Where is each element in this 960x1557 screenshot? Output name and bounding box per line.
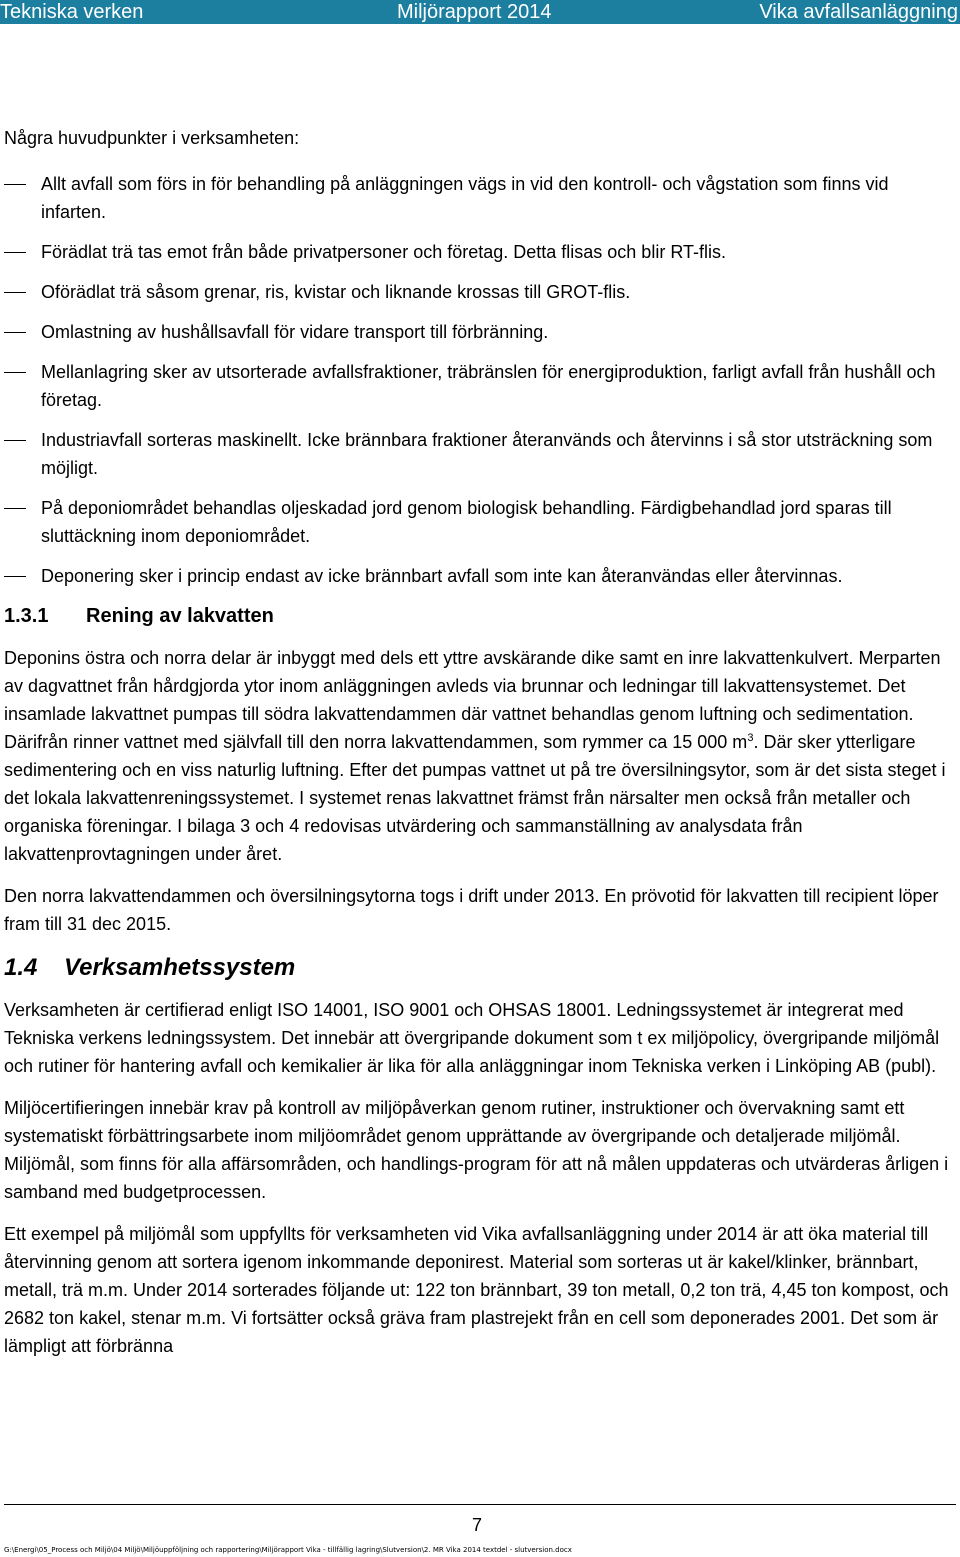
dash-bullet-icon bbox=[4, 508, 26, 509]
superscript: 3 bbox=[747, 732, 754, 744]
dash-bullet-icon bbox=[4, 332, 26, 333]
paragraph: Deponins östra och norra delar är inbyggt med dels ett yttre avskärande dike samt en inre lakvattenkulvert. Merparten av dagvattnet från hårdgjorda ytor inom anläggningen avleds via brunnar och ledningar till lakvattensystemet. Det insamlade lakvattnet pumpas till södra lakvattendammen där vattnet behandlas genom luftning och sedimentation. Därifrån rinner vattnet med självfall till den norra lakvattendammen, som rymmer ca 15 000 $m^3$. Där sker ytterligare sedimentering och en viss naturlig luftning. Efter det pumpas vattnet ut på tre översilningsytor, som är det sista steget i det lokala lakvattenreningssystemet. I systemet renas lakvattnet främst från närsalter men också från metaller och organiska föreningar. I bilaga 3 och 4 redovisas utvärdering och sammanställning av analysdata från lakvattenprovtagningen under året. bbox=[4, 648, 946, 864]
paragraph: Ett exempel på miljömål som uppfyllts för verksamheten vid Vika avfallsanläggning under 2014 är att öka material till återvinning genom att sortera igenom inkommande deponirest. Material som sorteras ut är kakel/klinker, brännbart, metall, trä m.m. Under 2014 sorterades följande ut: 122 ton brännbart, 39 ton metall, 0,2 ton trä, 4,45 ton kompost, och 2682 ton kakel, stenar m.m. Vi fortsätter också gräva fram plastrejekt från en cell som deponerades 2001. Det som är lämpligt att förbränna bbox=[4, 1224, 949, 1356]
intro-text: Några huvudpunkter i verksamheten: bbox=[4, 128, 300, 148]
paragraph: Den norra lakvattendammen och översilningsytorna togs i drift under 2013. En prövotid för lakvatten till recipient löper fram till 31 dec 2015. bbox=[4, 886, 939, 934]
dash-bullet-icon bbox=[4, 292, 26, 293]
dash-bullet-icon bbox=[4, 576, 26, 577]
section-heading-verksamhetssystem bbox=[4, 952, 956, 984]
list-item: Förädlat trä tas emot från både privatpersoner och företag. Detta flisas och blir RT-flis. bbox=[4, 238, 956, 266]
section-title: Rening av lakvatten bbox=[86, 605, 274, 627]
list-item: Oförädlat trä såsom grenar, ris, kvistar och liknande krossas till GROT-flis. bbox=[4, 278, 956, 306]
section-title: Verksamhetssystem bbox=[64, 954, 296, 981]
key-points-list bbox=[4, 170, 956, 590]
list-item: På deponiområdet behandlas oljeskadad jord genom biologisk behandling. Färdigbehandlad jord sparas till sluttäckning inom deponiområdet. bbox=[4, 494, 956, 550]
header-facility: Vika avfallsanläggning bbox=[759, 1, 958, 23]
section-number: 1.4 bbox=[4, 954, 38, 981]
dash-bullet-icon bbox=[4, 252, 26, 253]
footer-file-path: G:\Energi\05_Process och Miljö\04 Miljö\Miljöuppföljning och rapportering\Miljörapport Vika - tillfällig lagring\Slutversion\2. MR Vika 2014 textdel - slutversion.docx bbox=[4, 1546, 572, 1554]
list-item: Allt avfall som förs in för behandling på anläggningen vägs in vid den kontroll- och vågstation som finns vid infarten. bbox=[4, 170, 956, 226]
paragraph: Miljöcertifieringen innebär krav på kontroll av miljöpåverkan genom rutiner, instruktioner och övervakning samt ett systematiskt förbättringsarbete inom miljöområdet genom upprättande av övergripande och detaljerade miljömål. Miljömål, som finns för alla affärsområden, och handlings-program för att nå målen uppdateras och utvärderas årligen i samband med budgetprocessen. bbox=[4, 1098, 949, 1202]
list-item: Industriavfall sorteras maskinellt. Icke brännbara fraktioner återanvänds och återvinns i så stor utsträckning som möjligt. bbox=[4, 426, 956, 482]
list-item: Deponering sker i princip endast av icke brännbart avfall som inte kan återanvändas eller återvinnas. bbox=[4, 562, 956, 590]
page-number: 7 bbox=[472, 1515, 483, 1535]
footer-divider bbox=[4, 1504, 956, 1505]
dash-bullet-icon bbox=[4, 372, 26, 373]
page-content bbox=[4, 124, 956, 1374]
dash-bullet-icon bbox=[4, 184, 26, 185]
list-item: Mellanlagring sker av utsorterade avfallsfraktioner, träbränslen för energiproduktion, farligt avfall från hushåll och företag. bbox=[4, 358, 956, 414]
list-item: Omlastning av hushållsavfall för vidare transport till förbränning. bbox=[4, 318, 956, 346]
paragraph: Verksamheten är certifierad enligt ISO 14001, ISO 9001 och OHSAS 18001. Ledningssystemet är integrerat med Tekniska verkens ledningssystem. Det innebär att övergripande dokument som t ex miljöpolicy, övergripande miljömål och rutiner för hantering avfall och kemikalier är lika för alla anläggningar inom Tekniska verken i Linköping AB (publ). bbox=[4, 1000, 940, 1076]
section-heading-rening bbox=[4, 602, 956, 630]
section-number: 1.3.1 bbox=[4, 605, 49, 627]
page-header bbox=[0, 0, 960, 24]
dash-bullet-icon bbox=[4, 440, 26, 441]
header-report-title: Miljörapport 2014 bbox=[397, 1, 552, 23]
header-company: Tekniska verken bbox=[0, 1, 144, 23]
